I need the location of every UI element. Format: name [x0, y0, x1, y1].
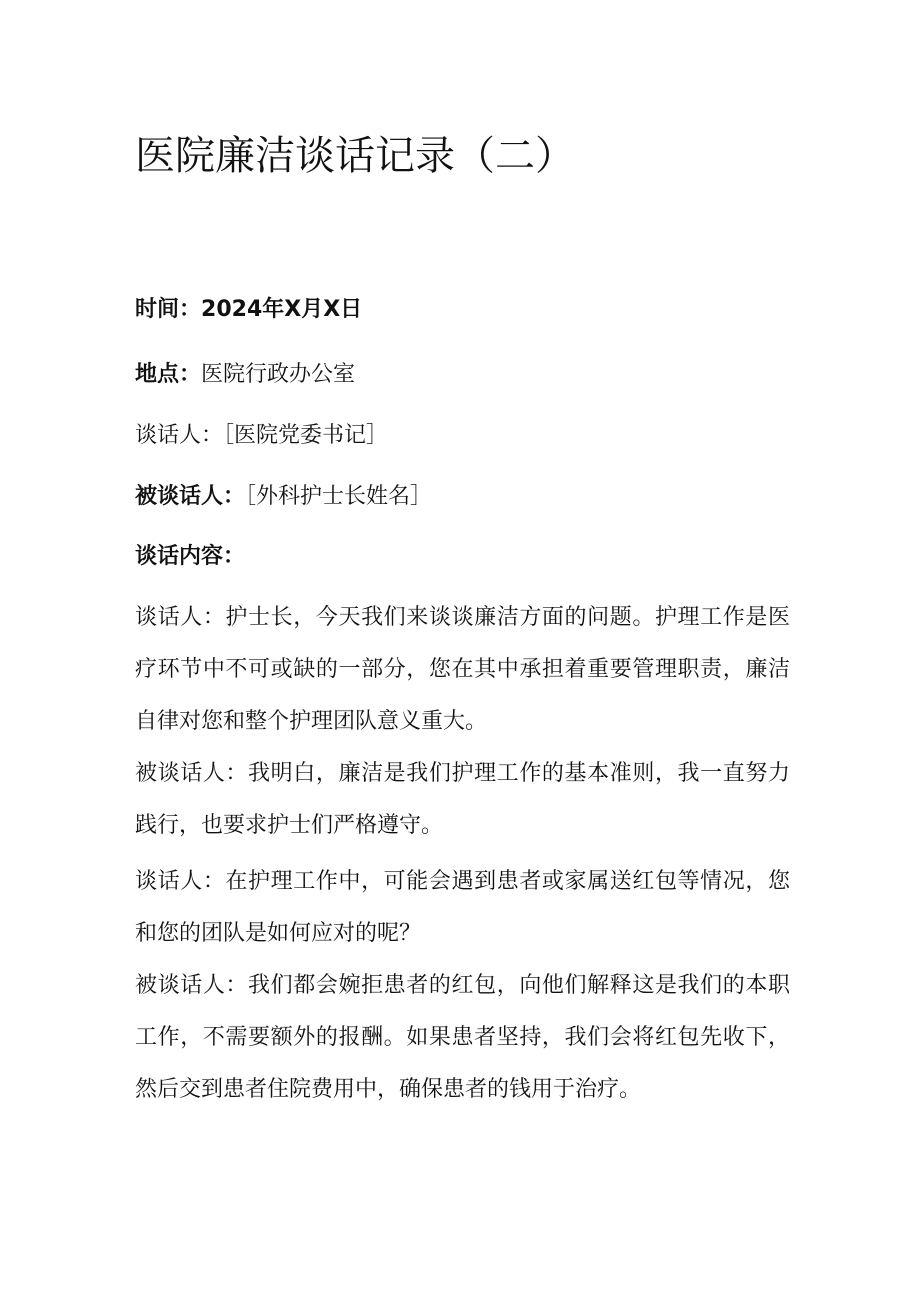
- dialogue-paragraph: 被谈话人：我明白，廉洁是我们护理工作的基本准则，我一直努力践行，也要求护士们严格遵守。: [135, 761, 790, 838]
- content-label: 谈话内容：: [135, 544, 246, 569]
- document-title: 医院廉洁谈话记录（二）: [135, 133, 575, 179]
- meta-interviewer: [135, 421, 388, 451]
- dialogue-paragraph: 被谈话人：我们都会婉拒患者的红包，向他们解释这是我们的本职工作，不需要额外的报酬。如果患者坚持，我们会将红包先收下，然后交到患者住院费用中，确保患者的钱用于治疗。: [135, 973, 790, 1102]
- dialogue-paragraph: 谈话人：在护理工作中，可能会遇到患者或家属送红包等情况，您和您的团队是如何应对的呢？: [135, 869, 790, 946]
- dialogue-paragraph: 谈话人：护士长，今天我们来谈谈廉洁方面的问题。护理工作是医疗环节中不可或缺的一部分，您在其中承担着重要管理职责，廉洁自律对您和整个护理团队意义重大。: [135, 605, 790, 734]
- interviewer-value: ［医院党委书记］: [223, 423, 389, 448]
- interviewee-value: ［外科护士长姓名］: [245, 484, 433, 509]
- place-value: 医院行政办公室: [201, 362, 356, 387]
- meta-time: [135, 295, 362, 325]
- meta-place: [135, 360, 355, 390]
- meta-interviewee: [135, 482, 432, 512]
- time-value: 2024年X月X日: [201, 297, 363, 322]
- interviewer-label: 谈话人：: [135, 423, 224, 448]
- interviewee-label: 被谈话人：: [135, 484, 246, 509]
- place-label: 地点：: [135, 362, 202, 387]
- time-label: 时间：: [135, 297, 202, 322]
